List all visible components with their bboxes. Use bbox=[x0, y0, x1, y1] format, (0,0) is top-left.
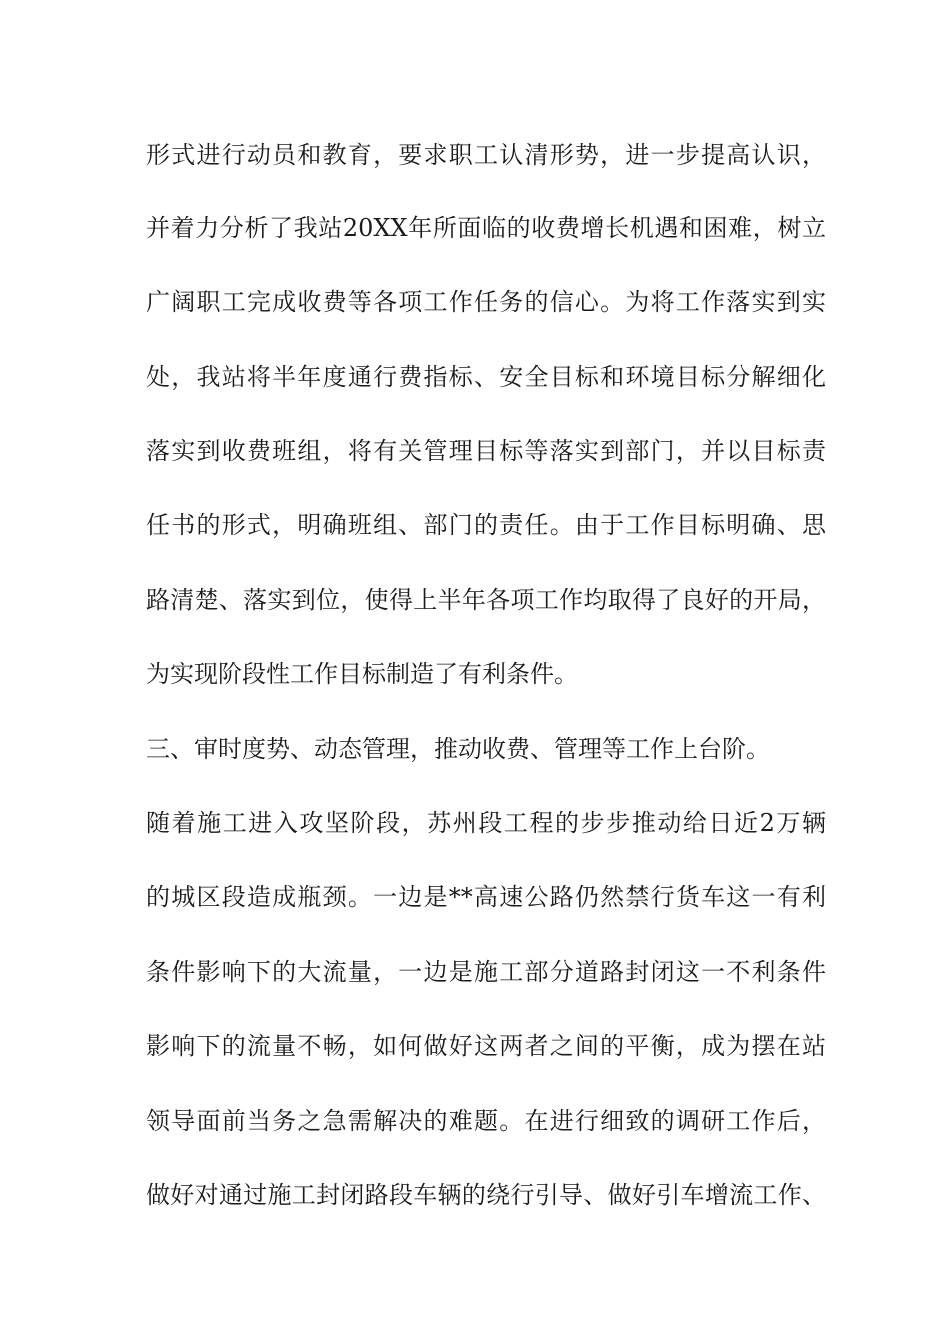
text-line-8: 为实现阶段性工作目标制造了有利条件。 bbox=[146, 660, 578, 688]
section-heading: 三、审时度势、动态管理，推动收费、管理等工作上台阶。 bbox=[146, 735, 770, 763]
text-line-1: 形式进行动员和教育，要求职工认清形势，进一步提高认识， bbox=[146, 141, 826, 169]
text-line-2: 并着力分析了我站20XX年所面临的收费增长机遇和困难，树立 bbox=[146, 214, 826, 242]
text-line-14: 领导面前当务之急需解决的难题。在进行细致的调研工作后， bbox=[146, 1107, 826, 1135]
text-line-13: 影响下的流量不畅，如何做好这两者之间的平衡，成为摆在站 bbox=[146, 1032, 826, 1060]
text-line-11: 的城区段造成瓶颈。一边是**高速公路仍然禁行货车这一有利 bbox=[146, 883, 826, 911]
text-line-12: 条件影响下的大流量，一边是施工部分道路封闭这一不利条件 bbox=[146, 958, 826, 986]
text-line-15: 做好对通过施工封闭路段车辆的绕行引导、做好引车增流工作、 bbox=[146, 1181, 826, 1209]
text-line-7: 路清楚、落实到位，使得上半年各项工作均取得了良好的开局， bbox=[146, 586, 826, 614]
text-line-4: 处，我站将半年度通行费指标、安全目标和环境目标分解细化 bbox=[146, 363, 826, 391]
text-line-3: 广阔职工完成收费等各项工作任务的信心。为将工作落实到实 bbox=[146, 288, 826, 316]
text-line-10: 随着施工进入攻坚阶段，苏州段工程的步步推动给日近2万辆 bbox=[146, 809, 826, 837]
text-line-5: 落实到收费班组，将有关管理目标等落实到部门，并以目标责 bbox=[146, 437, 826, 465]
text-line-6: 任书的形式，明确班组、部门的责任。由于工作目标明确、思 bbox=[146, 511, 826, 539]
